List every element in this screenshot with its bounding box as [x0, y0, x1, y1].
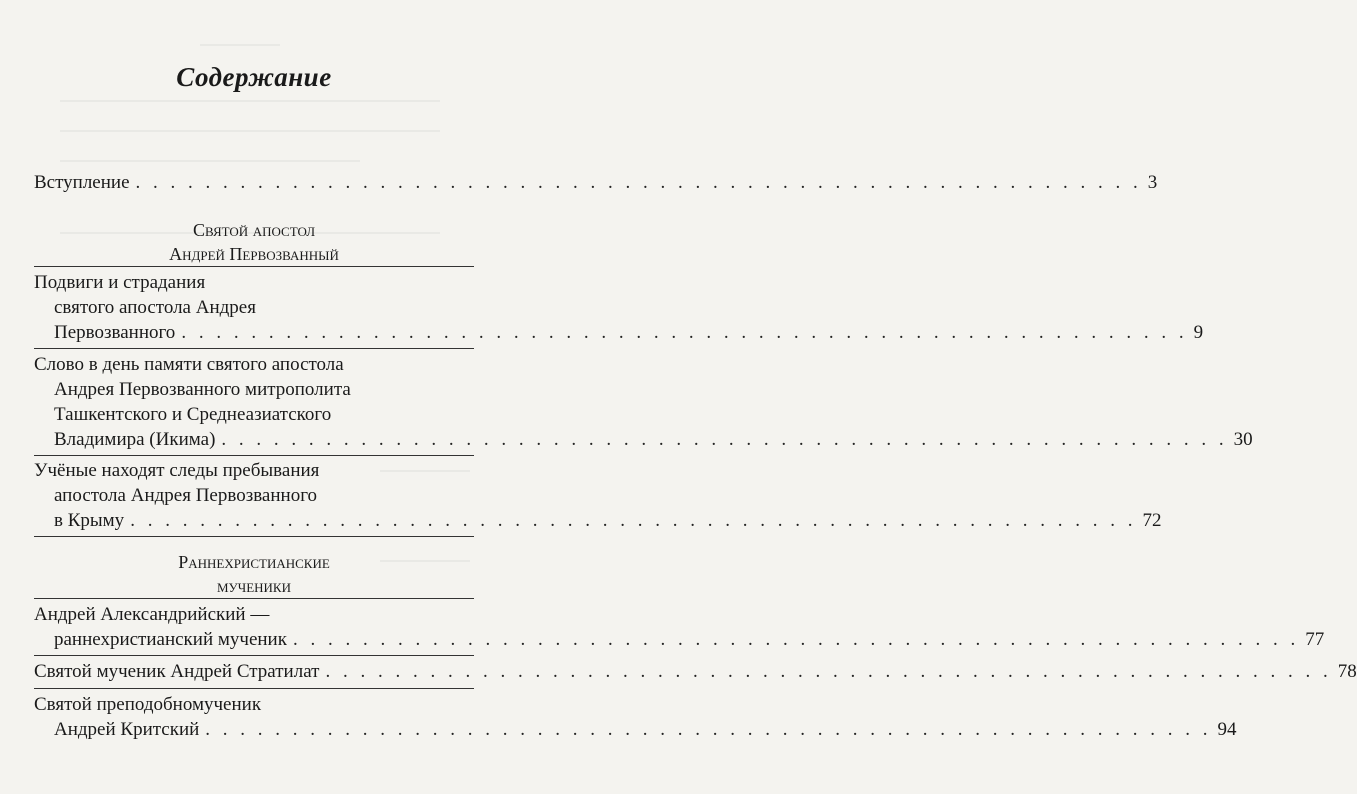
- toc-entry-title: Подвиги и страдания: [34, 272, 206, 293]
- dot-leader: . . . . . . . . . . . . . . . . . . . . . . . . . . . . . . . . . . . . . . . . . . . . . . . . . . . . . . . . . .: [130, 510, 1137, 531]
- page-number: 9: [1193, 322, 1204, 343]
- entry-divider: [34, 688, 474, 689]
- toc-entry-sermon[interactable]: [34, 352, 1253, 452]
- section-divider: [34, 536, 474, 537]
- page-number: 94: [1217, 719, 1237, 740]
- toc-entry-line: [34, 508, 1162, 533]
- toc-entry-introduction[interactable]: [34, 170, 1158, 195]
- dot-leader: . . . . . . . . . . . . . . . . . . . . . . . . . . . . . . . . . . . . . . . . . . . . . . . . . . . . . . . . . .: [221, 429, 1228, 450]
- section-heading-line: Святой апостол: [192, 220, 316, 240]
- entry-divider: [34, 348, 474, 349]
- toc-entry-stratelates[interactable]: [34, 659, 1357, 684]
- toc-entry-title: Вступление: [34, 172, 130, 193]
- page-number: 78: [1337, 661, 1357, 682]
- section-heading-line: Раннехристианские: [178, 552, 330, 572]
- toc-entry-title-cont: Андрей Критский: [54, 719, 200, 740]
- toc-entry-title-cont: в Крыму: [54, 510, 125, 531]
- dot-leader: . . . . . . . . . . . . . . . . . . . . . . . . . . . . . . . . . . . . . . . . . . . . . . . . . . . . . . . . . .: [205, 719, 1212, 740]
- toc-entry-line: [34, 659, 1357, 684]
- toc-entry-line: [34, 427, 1253, 452]
- toc-entry-title: Учёные находят следы пребывания: [34, 460, 320, 481]
- page-number: 3: [1147, 172, 1158, 193]
- entry-divider: [34, 455, 474, 456]
- toc-entry-title-cont: Первозванного: [54, 322, 176, 343]
- toc-entry-title-cont: раннехристианский мученик: [54, 629, 287, 650]
- page-number: 77: [1305, 629, 1325, 650]
- toc-entry-title-cont: Ташкентского и Среднеазиатского: [54, 404, 332, 425]
- toc-entry-title: Святой преподобномученик: [34, 694, 262, 715]
- toc-entry-title-cont: Владимира (Икима): [54, 429, 216, 450]
- toc-entry-line: [34, 627, 1325, 652]
- page-number: 72: [1142, 510, 1162, 531]
- toc-entry-title: Андрей Александрийский —: [34, 604, 270, 625]
- toc-entry-crete[interactable]: [34, 692, 1237, 742]
- toc-entry-title: Святой мученик Андрей Стратилат: [34, 661, 320, 682]
- toc-entry-line: [34, 170, 1158, 195]
- dot-leader: . . . . . . . . . . . . . . . . . . . . . . . . . . . . . . . . . . . . . . . . . . . . . . . . . . . . . . . . . .: [135, 172, 1142, 193]
- toc-entry-title: Слово в день памяти святого апостола: [34, 354, 344, 375]
- toc-entry-title-cont: апостола Андрея Первозванного: [54, 485, 318, 506]
- toc-entry-line: [34, 320, 1204, 345]
- toc-entry-line: [34, 717, 1237, 742]
- section-heading-martyrs: [34, 550, 474, 598]
- toc-entry-title-cont: Андрея Первозванного митрополита: [54, 379, 351, 400]
- page-title: Содержание: [176, 62, 332, 92]
- toc-entry-deeds[interactable]: [34, 270, 1204, 345]
- toc-entry-crimea[interactable]: [34, 458, 1162, 533]
- page-number: 30: [1233, 429, 1253, 450]
- toc-entry-andrew-alexandria[interactable]: [34, 602, 1325, 652]
- section-heading-line: Андрей Первозванный: [169, 244, 339, 264]
- section-heading-apostle: [34, 218, 474, 266]
- dot-leader: . . . . . . . . . . . . . . . . . . . . . . . . . . . . . . . . . . . . . . . . . . . . . . . . . . . . . . . . . .: [292, 629, 1300, 650]
- section-heading-line: мученики: [217, 576, 291, 596]
- section-divider: [34, 598, 474, 599]
- dot-leader: . . . . . . . . . . . . . . . . . . . . . . . . . . . . . . . . . . . . . . . . . . . . . . . . . . . . . . . . . .: [325, 661, 1332, 682]
- section-divider: [34, 266, 474, 267]
- dot-leader: . . . . . . . . . . . . . . . . . . . . . . . . . . . . . . . . . . . . . . . . . . . . . . . . . . . . . . . . . .: [181, 322, 1188, 343]
- entry-divider: [34, 655, 474, 656]
- toc-entry-title-cont: святого апостола Андрея: [54, 297, 256, 318]
